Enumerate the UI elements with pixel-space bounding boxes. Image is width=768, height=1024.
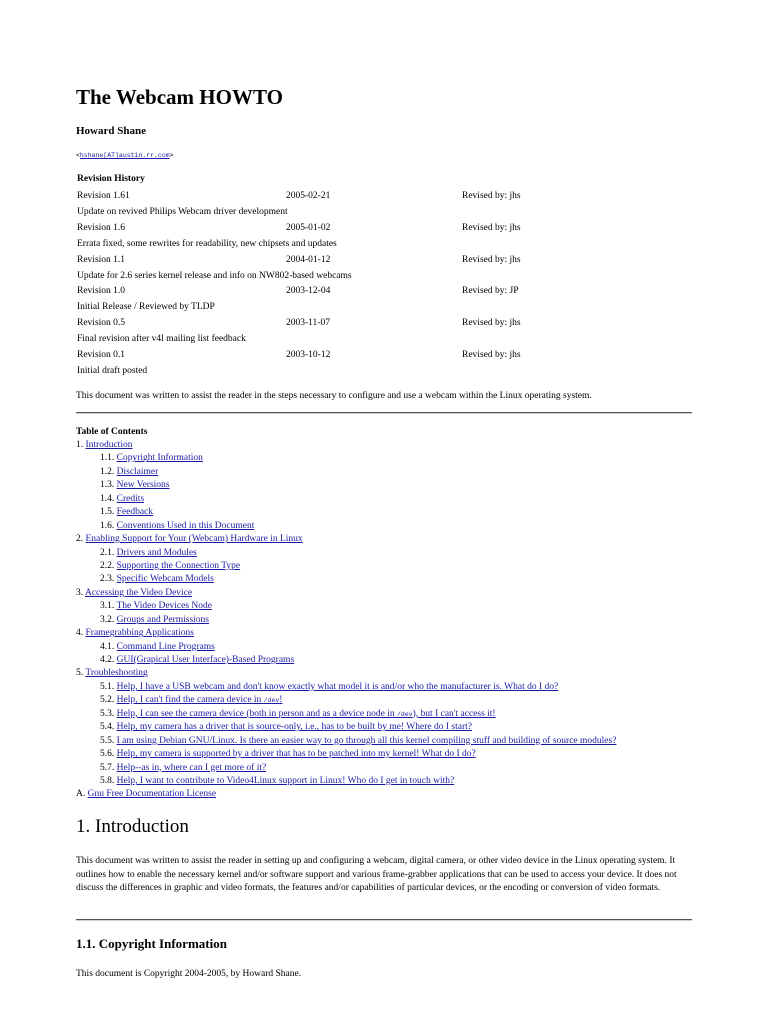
toc-link[interactable] <box>117 467 159 477</box>
revision-date: 2003-10-12 <box>286 349 331 360</box>
toc-link-label: Supporting the Connection Type <box>116 560 241 571</box>
toc-entry-number: 2.1. <box>100 547 115 558</box>
email-close-bracket: > <box>169 152 174 159</box>
toc-link-label: The Video Devices Node <box>116 601 213 612</box>
toc-link-label: Help, my camera has a driver that is source-only, i.e., has to be built by me! Where do I start? <box>116 722 472 733</box>
toc-link-code: /dev <box>263 697 280 705</box>
toc-link-label: New Versions <box>116 480 170 491</box>
revision-entry <box>77 349 677 381</box>
toc-link[interactable] <box>117 776 455 786</box>
revision-description: Final revision after v4l mailing list feedback <box>77 334 246 345</box>
revision-description: Update for 2.6 series kernel release and info on NW802-based webcams <box>77 270 352 281</box>
toc-entry <box>76 627 692 640</box>
toc-entry-number: 4.1. <box>100 641 115 652</box>
toc-entry <box>76 748 692 761</box>
toc-link[interactable] <box>117 521 255 531</box>
revision-author: Revised by: JP <box>462 286 519 297</box>
email-open-bracket: < <box>76 152 80 159</box>
toc-link-label: GUI(Grapical User Interface)-Based Programs <box>116 655 295 665</box>
toc-link-label: Introduction <box>85 440 133 450</box>
toc-link-label: Disclaimer <box>116 466 159 477</box>
toc-entry-number: 1.6. <box>100 520 115 531</box>
toc-link-tail: ! <box>279 695 283 706</box>
toc-link-label: Drivers and Modules <box>116 547 197 558</box>
toc-entry-number: 5.4. <box>100 722 115 733</box>
toc-entry <box>76 614 692 627</box>
author-name: Howard Shane <box>76 125 146 137</box>
toc-link-label: Command Line Programs <box>116 641 215 652</box>
toc-entry-number: 3.2. <box>100 614 115 625</box>
revision-author: Revised by: jhs <box>462 254 521 265</box>
horizontal-rule <box>76 919 692 921</box>
toc-link-label: Enabling Support for Your (Webcam) Hardware in Linux <box>85 534 303 545</box>
table-of-contents <box>76 439 692 802</box>
toc-entry <box>76 762 692 775</box>
toc-link[interactable] <box>86 628 194 638</box>
toc-link[interactable] <box>117 642 215 652</box>
toc-entry-number: 5. <box>76 668 84 679</box>
toc-entry-number: 3.1. <box>100 601 115 612</box>
revision-date: 2003-12-04 <box>286 286 331 297</box>
toc-link-label: Help, my camera is supported by a driver that has to be patched into my kernel! What do I do? <box>116 749 476 760</box>
toc-entry <box>76 788 692 801</box>
toc-link-label: I am using Debian GNU/Linux. Is there an easier way to go through all this kernel compiling stuff and building of source modules? <box>116 735 617 746</box>
toc-entry <box>76 520 692 533</box>
toc-entry-number: 1. <box>76 440 84 450</box>
toc-entry <box>76 694 692 707</box>
toc-entry <box>76 775 692 788</box>
toc-entry-number: 4. <box>76 628 84 639</box>
toc-link-label: Help--as in, where can I get more of it? <box>116 762 267 773</box>
toc-entry <box>76 735 692 748</box>
revision-author: Revised by: jhs <box>462 191 521 201</box>
revision-entry <box>77 190 677 222</box>
toc-entry <box>76 439 692 452</box>
toc-link-label: Specific Webcam Models <box>116 574 214 585</box>
toc-entry <box>76 466 692 479</box>
toc-link-label: Troubleshooting <box>85 668 148 679</box>
toc-link-label: Credits <box>116 493 145 504</box>
toc-entry-number: 5.5. <box>100 735 115 746</box>
toc-link[interactable] <box>117 763 267 773</box>
toc-entry-number: 5.3. <box>100 708 115 719</box>
toc-link-label: Framegrabbing Applications <box>85 628 194 639</box>
toc-entry <box>76 587 692 600</box>
toc-entry-number: 5.8. <box>100 775 115 786</box>
section-1-1-body: This document is Copyright 2004-2005, by Howard Shane. <box>76 969 302 979</box>
toc-entry <box>76 573 692 586</box>
toc-entry-number: 5.1. <box>100 681 115 692</box>
toc-entry <box>76 547 692 560</box>
toc-entry-number: 1.3. <box>100 480 115 491</box>
revision-entry <box>77 222 677 254</box>
toc-link-label: Groups and Permissions <box>116 614 209 625</box>
toc-link-label: Help, I can see the camera device (both in person and as a device node in <box>116 708 398 719</box>
toc-link[interactable] <box>86 440 133 450</box>
revision-number: Revision 0.5 <box>77 318 126 329</box>
toc-link[interactable] <box>85 588 192 598</box>
toc-entry-number: 2.3. <box>100 574 115 585</box>
section-1-1-heading: 1.1. Copyright Information <box>76 936 227 951</box>
revision-entry <box>77 317 677 349</box>
toc-link[interactable] <box>117 682 559 692</box>
toc-entry-number: 5.7. <box>100 762 115 773</box>
toc-link[interactable] <box>86 534 303 544</box>
revision-number: Revision 1.6 <box>77 222 126 233</box>
toc-link-code: /dev <box>397 710 413 718</box>
toc-entry <box>76 681 692 694</box>
revision-author: Revised by: jhs <box>462 222 521 233</box>
revision-entry <box>77 254 677 286</box>
toc-link[interactable] <box>117 548 197 558</box>
toc-link[interactable] <box>117 655 295 665</box>
toc-link[interactable] <box>85 668 147 678</box>
toc-link[interactable] <box>117 574 214 584</box>
revision-date: 2003-11-07 <box>286 318 330 329</box>
toc-entry-number: 2. <box>76 534 84 545</box>
toc-entry-number: A. <box>76 789 86 800</box>
author-email <box>76 151 174 161</box>
toc-link-label: Accessing the Video Device <box>84 587 193 598</box>
toc-entry-number: 4.2. <box>100 655 115 665</box>
toc-link[interactable] <box>117 749 476 759</box>
toc-entry-number: 1.5. <box>100 507 115 518</box>
revision-entry <box>77 285 677 317</box>
toc-link-label: Help, I can't find the camera device in <box>116 695 264 706</box>
toc-link[interactable] <box>88 789 216 799</box>
toc-link-label: Feedback <box>116 507 154 518</box>
toc-link[interactable] <box>117 615 209 625</box>
toc-entry-number: 1.2. <box>100 466 115 477</box>
document-title: The Webcam HOWTO <box>76 85 283 109</box>
revision-author: Revised by: jhs <box>462 349 521 360</box>
horizontal-rule <box>76 412 692 414</box>
toc-link[interactable] <box>117 736 617 746</box>
abstract: This document was written to assist the reader in the steps necessary to configure and use a webcam within the Linux operating system. <box>76 391 592 401</box>
revision-date: 2005-02-21 <box>286 191 331 201</box>
section-1-body: This document was written to assist the reader in setting up and configuring a webcam, digital camera, or other video device in the Linux operating system. It outlines how to enable the necessary kernel and/or software support and various frame-grabber applications that can be used to access your device. It does not discuss the differences in graphic and video formats, the features and/or capabilities of particular devices, or the encoding or conversion of video formats. <box>76 856 677 894</box>
revision-description: Initial draft posted <box>77 365 148 376</box>
revision-description: Initial Release / Reviewed by TLDP <box>77 302 215 313</box>
toc-entry-number: 1.1. <box>100 453 115 464</box>
revision-number: Revision 1.1 <box>77 254 126 265</box>
revision-number: Revision 1.61 <box>77 191 130 201</box>
toc-link-label: Conventions Used in this Document <box>116 520 255 531</box>
toc-link[interactable] <box>116 601 212 611</box>
toc-link[interactable] <box>117 507 153 517</box>
toc-link-label: Gnu Free Documentation License <box>87 789 217 800</box>
toc-entry <box>76 667 692 680</box>
toc-entry-number: 3. <box>76 587 84 598</box>
toc-entry <box>76 479 692 492</box>
email-link[interactable]: hshane[AT]austin.rr.com <box>79 152 170 159</box>
toc-link[interactable] <box>117 561 240 571</box>
toc-entry <box>76 721 692 734</box>
toc-entry-number: 5.6. <box>100 749 115 760</box>
toc-entry <box>76 560 692 573</box>
toc-link[interactable] <box>117 722 472 732</box>
toc-link-tail: ), but I can't access it! <box>412 708 496 719</box>
revision-number: Revision 1.0 <box>77 286 126 297</box>
revision-date: 2004-01-12 <box>286 254 331 265</box>
revision-number: Revision 0.1 <box>77 349 126 360</box>
section-1-heading: 1. Introduction <box>76 816 189 837</box>
toc-link-label: Help, I have a USB webcam and don't know exactly what model it is and/or who the manufacturer is. What do I do? <box>116 681 559 692</box>
toc-entry <box>76 600 692 613</box>
revision-date: 2005-01-02 <box>286 222 331 233</box>
toc-entry <box>76 641 692 654</box>
toc-entry <box>76 493 692 506</box>
toc-entry <box>76 708 692 721</box>
toc-heading: Table of Contents <box>76 427 148 437</box>
toc-entry <box>76 654 692 667</box>
toc-link-label: Copyright Information <box>116 453 203 464</box>
revision-description: Update on revived Philips Webcam driver development <box>77 207 288 217</box>
toc-link-label: Help, I want to contribute to Video4Linux support in Linux! Who do I get in touch with? <box>116 775 455 786</box>
toc-link[interactable] <box>117 453 203 463</box>
revision-description: Errata fixed, some rewrites for readability, new chipsets and updates <box>77 238 337 249</box>
toc-link[interactable] <box>117 480 170 490</box>
toc-entry-number: 1.4. <box>100 493 115 504</box>
revision-history-heading: Revision History <box>77 174 145 184</box>
toc-link[interactable] <box>117 709 496 719</box>
revision-history-table <box>77 190 677 381</box>
toc-entry-number: 2.2. <box>100 560 115 571</box>
revision-author: Revised by: jhs <box>462 318 521 329</box>
toc-link[interactable] <box>117 695 283 705</box>
toc-link[interactable] <box>117 494 144 504</box>
toc-entry <box>76 452 692 465</box>
toc-entry-number: 5.2. <box>100 695 115 706</box>
toc-entry <box>76 506 692 519</box>
toc-entry <box>76 533 692 546</box>
